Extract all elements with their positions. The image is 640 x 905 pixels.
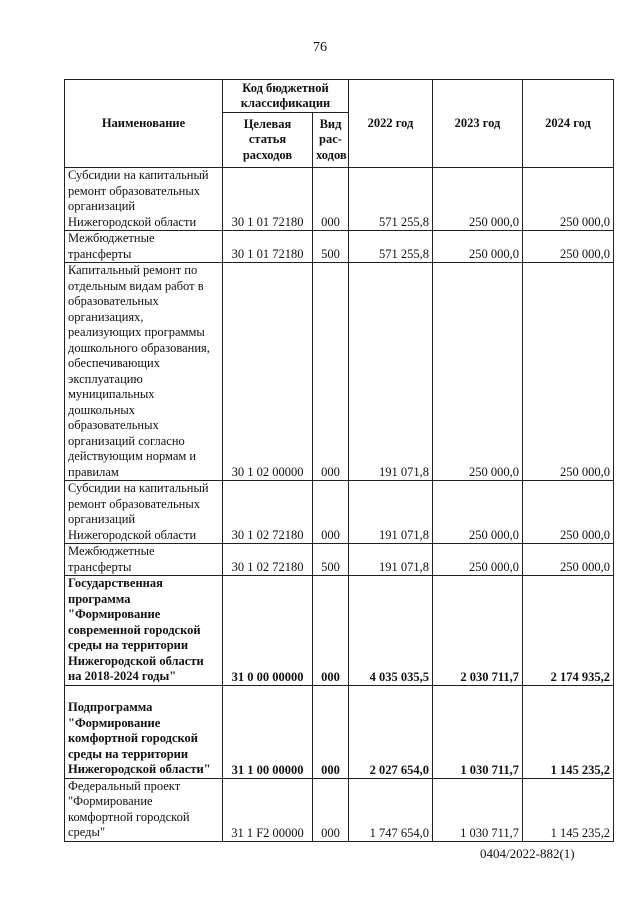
row-code: 31 1 F2 00000: [223, 778, 313, 841]
row-type: 000: [313, 778, 349, 841]
row-2023: 250 000,0: [433, 168, 523, 231]
row-code: 31 0 00 00000: [223, 576, 313, 686]
table-row: [65, 263, 614, 481]
row-2024: 1 145 235,2: [523, 778, 614, 841]
row-code: 30 1 02 00000: [223, 263, 313, 481]
row-2024: 250 000,0: [523, 481, 614, 544]
row-name: Федеральный проект "Формирование комфортной городской среды": [65, 778, 223, 841]
row-2024: 250 000,0: [523, 168, 614, 231]
row-type: 000: [313, 168, 349, 231]
row-2022: 571 255,8: [349, 231, 433, 263]
row-type: 000: [313, 263, 349, 481]
row-name: Межбюджетные трансферты: [65, 544, 223, 576]
row-2022: 4 035 035,5: [349, 576, 433, 686]
row-2023: 250 000,0: [433, 544, 523, 576]
row-2023: 2 030 711,7: [433, 576, 523, 686]
row-2024: 2 174 935,2: [523, 576, 614, 686]
table-row: [65, 231, 614, 263]
header-2022: 2022 год: [349, 80, 433, 168]
row-code: 30 1 02 72180: [223, 544, 313, 576]
row-2022: 2 027 654,0: [349, 685, 433, 778]
table-row: [65, 576, 614, 686]
row-type: 000: [313, 685, 349, 778]
row-name: Подпрограмма "Формирование комфортной городской среды на территории Нижегородской области": [65, 685, 223, 778]
row-2023: 250 000,0: [433, 231, 523, 263]
row-name: Капитальный ремонт по отдельным видам работ в образовательных организациях, реализующих программы дошкольного образования, обеспечивающих эксплуатацию муниципальных дошкольных образовательных организаций согласно действующим нормам и правилам: [65, 263, 223, 481]
row-2022: 191 071,8: [349, 481, 433, 544]
table-row: [65, 544, 614, 576]
row-type: 500: [313, 544, 349, 576]
row-code: 30 1 01 72180: [223, 168, 313, 231]
header-name: Наименование: [65, 80, 223, 168]
row-2023: 250 000,0: [433, 263, 523, 481]
header-expense-type: Вид рас-ходов: [313, 113, 349, 168]
row-code: 31 1 00 00000: [223, 685, 313, 778]
row-name: Субсидии на капитальный ремонт образовательных организаций Нижегородской области: [65, 481, 223, 544]
row-2023: 1 030 711,7: [433, 685, 523, 778]
row-name: Субсидии на капитальный ремонт образовательных организаций Нижегородской области: [65, 168, 223, 231]
row-2024: 250 000,0: [523, 544, 614, 576]
row-2024: 250 000,0: [523, 263, 614, 481]
row-code: 30 1 01 72180: [223, 231, 313, 263]
table-row: [65, 685, 614, 778]
row-name: Государственная программа "Формирование современной городской среды на территории Нижегородской области на 2018-2024 годы": [65, 576, 223, 686]
table-row: [65, 168, 614, 231]
table-row: [65, 778, 614, 841]
row-2022: 191 071,8: [349, 544, 433, 576]
page-number: 76: [313, 40, 327, 55]
row-2024: 250 000,0: [523, 231, 614, 263]
row-2022: 571 255,8: [349, 168, 433, 231]
row-2024: 1 145 235,2: [523, 685, 614, 778]
row-type: 500: [313, 231, 349, 263]
row-type: 000: [313, 481, 349, 544]
table-row: [65, 481, 614, 544]
header-target-item: Целевая статья расходов: [223, 113, 313, 168]
header-2023: 2023 год: [433, 80, 523, 168]
row-code: 30 1 02 72180: [223, 481, 313, 544]
row-2022: 191 071,8: [349, 263, 433, 481]
row-name: Межбюджетные трансферты: [65, 231, 223, 263]
header-2024: 2024 год: [523, 80, 614, 168]
row-2023: 250 000,0: [433, 481, 523, 544]
budget-table: [64, 79, 614, 842]
document-code: 0404/2022-882(1): [480, 846, 575, 861]
row-2022: 1 747 654,0: [349, 778, 433, 841]
row-type: 000: [313, 576, 349, 686]
row-2023: 1 030 711,7: [433, 778, 523, 841]
header-budget-code: Код бюджетной классификации: [223, 80, 349, 113]
